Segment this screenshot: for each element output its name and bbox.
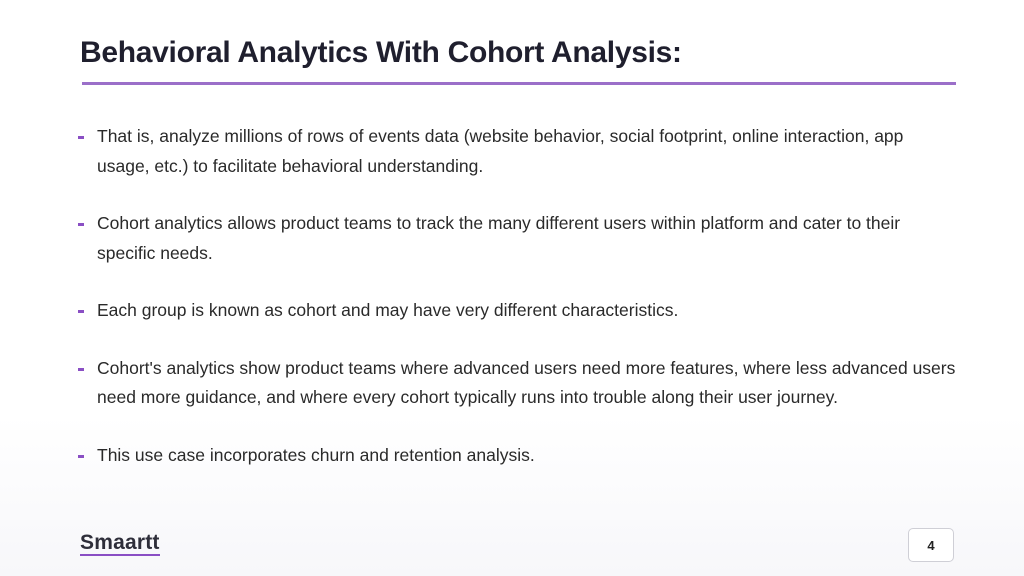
bullet-text: That is, analyze millions of rows of events data (website behavior, social footprint, online interaction, app usage, etc.) to facilitate behavioral understanding. bbox=[97, 126, 904, 176]
dash-bullet-icon bbox=[78, 455, 84, 458]
dash-bullet-icon bbox=[78, 136, 84, 139]
bullet-item bbox=[78, 296, 958, 326]
bullet-item bbox=[78, 209, 958, 268]
bullet-item bbox=[78, 354, 958, 413]
page-number: 4 bbox=[908, 528, 954, 562]
bullet-list bbox=[78, 122, 958, 498]
brand-logo: Smaartt bbox=[80, 531, 160, 554]
bullet-text: Each group is known as cohort and may have very different characteristics. bbox=[97, 300, 679, 320]
slide-title: Behavioral Analytics With Cohort Analysis: bbox=[80, 36, 682, 69]
bullet-item bbox=[78, 122, 958, 181]
bullet-text: Cohort's analytics show product teams where advanced users need more features, where less advanced users need more guidance, and where every cohort typically runs into trouble along their user journey. bbox=[97, 357, 956, 407]
dash-bullet-icon bbox=[78, 223, 84, 226]
bullet-text: This use case incorporates churn and retention analysis. bbox=[97, 444, 535, 465]
title-divider bbox=[82, 82, 956, 85]
bullet-text: Cohort analytics allows product teams to track the many different users within platform and cater to their specific needs. bbox=[97, 213, 901, 263]
dash-bullet-icon bbox=[78, 310, 84, 313]
logo-underline bbox=[80, 554, 160, 556]
bullet-item bbox=[78, 441, 958, 471]
dash-bullet-icon bbox=[78, 368, 84, 371]
